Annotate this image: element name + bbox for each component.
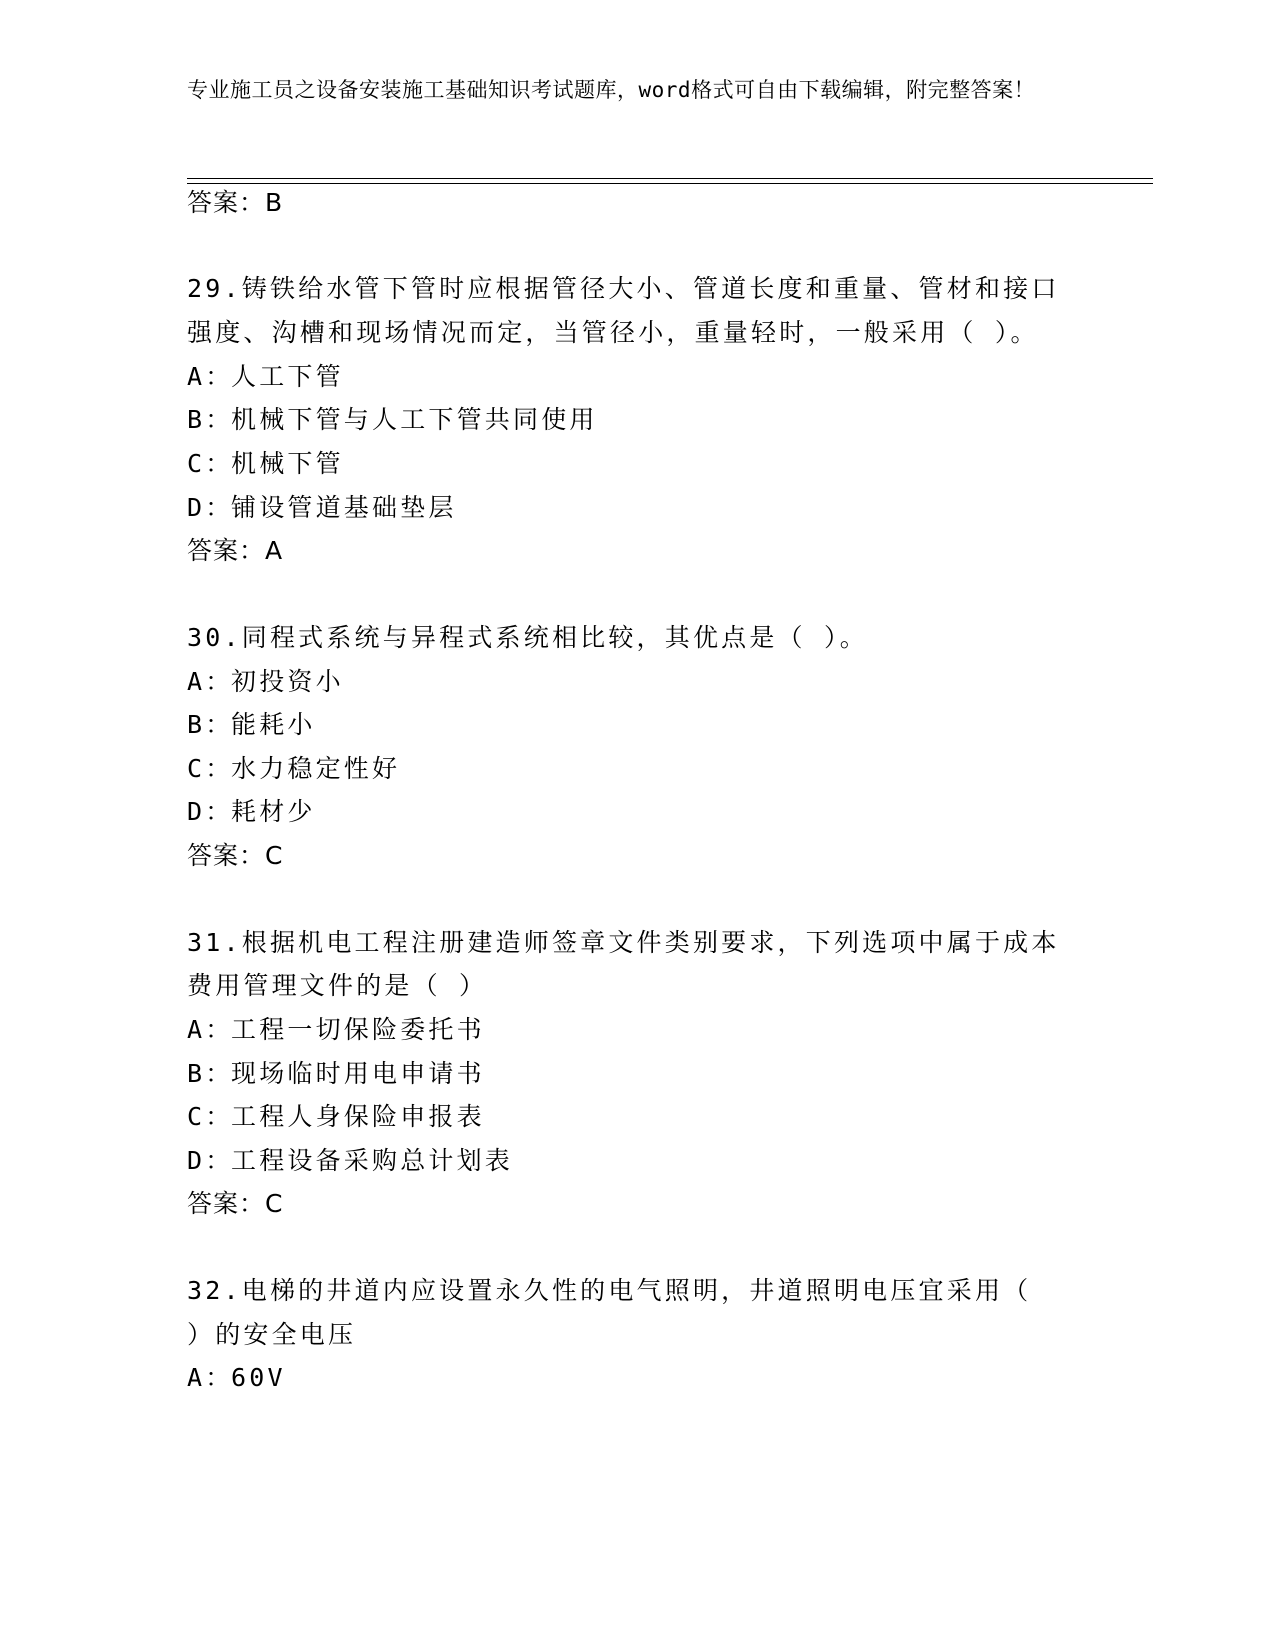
question-30-line-1: 30.同程式系统与异程式系统相比较，其优点是（ ）。: [187, 623, 868, 652]
question-30-option-c: [187, 754, 400, 784]
question-29-option-d: [187, 493, 457, 523]
question-31-line-1: 31.根据机电工程注册建造师签章文件类别要求，下列选项中属于成本: [187, 928, 1060, 957]
option-text: 现场临时用电申请书: [231, 1059, 485, 1088]
question-30-option-b: [187, 710, 316, 740]
option-letter: A：: [187, 667, 234, 696]
option-text: 机械下管与人工下管共同使用: [231, 405, 598, 434]
option-text: 工程一切保险委托书: [231, 1015, 485, 1044]
option-text: 机械下管: [231, 449, 344, 478]
option-text: 水力稳定性好: [231, 754, 401, 783]
header-divider-top: [187, 178, 1153, 179]
option-letter: B：: [187, 710, 234, 739]
option-letter: D：: [187, 797, 234, 826]
question-31-option-d: [187, 1146, 513, 1176]
question-31-option-c: [187, 1102, 485, 1132]
question-31-option-a: [187, 1015, 485, 1045]
option-text: 60V: [231, 1363, 286, 1392]
option-text: 能耗小: [231, 710, 316, 739]
option-text: 工程设备采购总计划表: [231, 1146, 514, 1175]
option-text: 铺设管道基础垫层: [231, 493, 457, 522]
question-32-option-a: [187, 1363, 286, 1393]
document-header: 专业施工员之设备安装施工基础知识考试题库，word格式可自由下载编辑，附完整答案！: [187, 78, 1036, 102]
question-29-line-1: 29.铸铁给水管下管时应根据管径大小、管道长度和重量、管材和接口: [187, 274, 1060, 303]
option-letter: A：: [187, 362, 234, 391]
option-text: 工程人身保险申报表: [231, 1102, 485, 1131]
option-letter: C：: [187, 1102, 234, 1131]
option-text: 初投资小: [231, 667, 344, 696]
question-31-option-b: [187, 1059, 485, 1089]
option-letter: A：: [187, 1015, 234, 1044]
answer-31: 答案：C: [187, 1189, 284, 1218]
question-32-line-2: ）的安全电压: [187, 1320, 357, 1349]
header-divider-bottom: [187, 183, 1153, 184]
option-text: 耗材少: [231, 797, 316, 826]
question-29-option-c: [187, 449, 344, 479]
question-29-line-2: 强度、沟槽和现场情况而定，当管径小，重量轻时，一般采用（ ）。: [187, 318, 1039, 347]
option-letter: C：: [187, 449, 234, 478]
question-30-option-a: [187, 667, 344, 697]
question-29-option-b: [187, 405, 598, 435]
question-29-option-a: [187, 362, 344, 392]
option-letter: B：: [187, 405, 234, 434]
question-32-line-1: 32.电梯的井道内应设置永久性的电气照明，井道照明电压宜采用（: [187, 1276, 1032, 1305]
answer-29: 答案：A: [187, 536, 284, 565]
option-letter: A：: [187, 1363, 234, 1392]
answer-28: 答案：B: [187, 188, 284, 217]
option-text: 人工下管: [231, 362, 344, 391]
answer-30: 答案：C: [187, 841, 284, 870]
option-letter: B：: [187, 1059, 234, 1088]
question-30-option-d: [187, 797, 316, 827]
option-letter: D：: [187, 493, 234, 522]
option-letter: D：: [187, 1146, 234, 1175]
question-31-line-2: 费用管理文件的是（ ）: [187, 971, 488, 1000]
option-letter: C：: [187, 754, 234, 783]
